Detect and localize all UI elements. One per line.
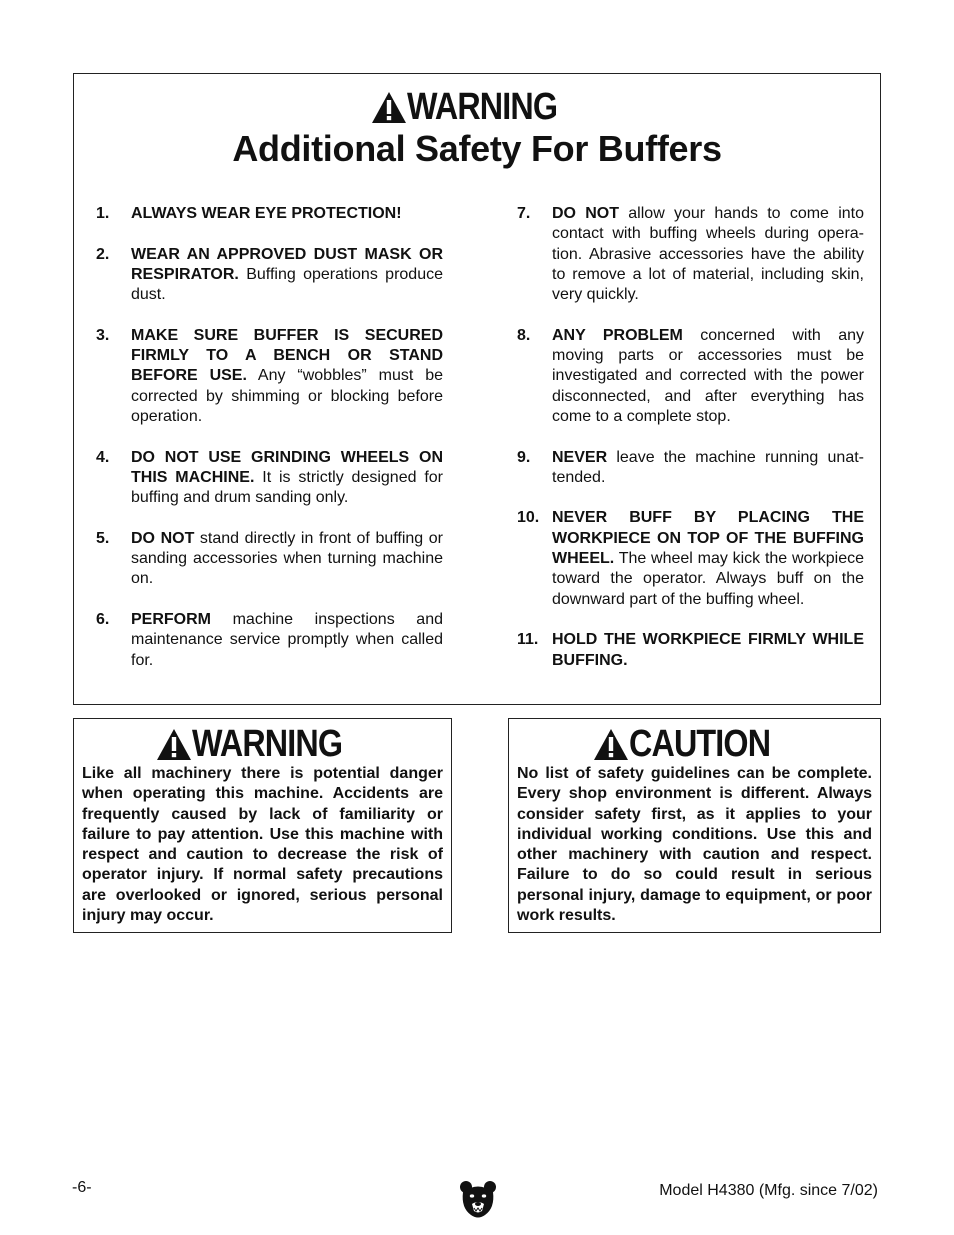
item-number: 5.	[96, 529, 110, 547]
buffer-safety-warning-box	[73, 73, 881, 705]
item-text: leave the machine running unattended.	[552, 448, 864, 486]
hazard-triangle-icon	[156, 728, 192, 761]
caution-body-text: No list of safety guidelines can be complete. Every shop environment is different. Always consider safety first, as it applies to your individual working conditions. Use this and other machinery with caution and respect. Failure to do so could result in serious personal injury, damage to equipment, or poor work results.	[517, 765, 872, 925]
item-number: 10.	[517, 509, 540, 527]
item-bold-text: ALWAYS WEAR EYE PROTECTION!	[131, 205, 402, 222]
item-number: 11.	[517, 631, 539, 649]
item-bold-text: PERFORM	[131, 610, 211, 628]
item-number: 1.	[96, 205, 110, 222]
bear-head-logo-icon	[458, 1178, 498, 1220]
item-number: 9.	[517, 448, 531, 466]
item-number: 3.	[96, 326, 110, 344]
item-number: 7.	[517, 205, 531, 222]
list-item	[517, 448, 864, 489]
item-bold-text: NEVER BUFF BY PLACING THE WORKPIECE ON TOP OF THE BUFFING WHEEL.	[552, 509, 864, 568]
caution-header	[509, 723, 880, 766]
item-number: 4.	[96, 448, 110, 466]
list-item	[517, 630, 864, 671]
list-item	[517, 204, 864, 305]
item-number: 6.	[96, 610, 110, 628]
item-text: concerned with any moving parts or accessories must be investigated and corrected with the power disconnected, and after everything has come to a complete stop.	[552, 326, 864, 425]
general-warning-box	[73, 718, 452, 933]
item-bold-text: HOLD THE WORKPIECE FIRMLY WHILE BUFFING.	[552, 631, 864, 669]
item-bold-text: DO NOT	[552, 205, 620, 222]
list-item	[96, 326, 443, 427]
page-title: Additional Safety For Buffers	[232, 128, 722, 169]
item-bold-text: WEAR AN APPROVED DUST MASK OR RESPIRATOR.	[131, 245, 443, 283]
item-text: It is strictly designed for buffing and drum sanding only.	[131, 468, 444, 507]
item-text: The wheel may kick the workpiece toward the operator. Always buff on the downward part of the buffing wheel.	[552, 550, 864, 608]
list-item	[96, 448, 443, 509]
item-text: machine inspections and maintenance service promptly when called for.	[131, 610, 443, 669]
warning-body-text: Like all machinery there is potential danger when operating this machine. Accidents are frequently caused by lack of familiarity or failure to pay attention. Use this machine with respect and caution to decrease the risk of operator injury. If normal safety precautions are overlooked or ignored, serious personal injury may occur.	[82, 765, 443, 925]
list-item	[96, 529, 443, 590]
model-info: Model H4380 (Mfg. since 7/02)	[659, 1182, 878, 1199]
item-text: Buffing operations produce dust.	[131, 265, 443, 304]
caution-box	[508, 718, 881, 933]
hazard-triangle-icon	[593, 728, 629, 761]
warning-signal-word: WARNING	[192, 723, 343, 765]
item-bold-text: MAKE SURE BUFFER IS SECURED FIRMLY TO A BENCH OR STAND BEFORE USE.	[131, 326, 443, 385]
warning-signal-word: WARNING	[406, 86, 557, 128]
list-item	[96, 245, 443, 306]
safety-list-left-column	[96, 204, 443, 691]
caution-signal-word: CAUTION	[629, 723, 771, 765]
item-text: allow your hands to come into contact with buffing wheels during operation. Abrasive accessories have the ability to remove a lot of material, including skin, very quickly.	[552, 205, 864, 304]
safety-list-right-column	[517, 204, 864, 691]
item-bold-text: DO NOT	[131, 529, 195, 547]
item-text: stand directly in front of buffing or sanding accessories when turning machine on.	[131, 529, 444, 588]
item-bold-text: ANY PROBLEM	[552, 326, 683, 344]
item-text: Any “wobbles” must be corrected by shimming or blocking before operation.	[131, 367, 444, 425]
list-item	[96, 204, 443, 224]
list-item	[96, 610, 443, 671]
warning-header	[74, 723, 451, 766]
item-number: 8.	[517, 326, 531, 344]
warning-header	[74, 86, 880, 129]
page-number: -6-	[72, 1179, 92, 1196]
item-bold-text: DO NOT USE GRINDING WHEELS ON THIS MACHINE.	[131, 448, 443, 486]
hazard-triangle-icon	[371, 91, 407, 124]
list-item	[517, 326, 864, 427]
item-number: 2.	[96, 245, 110, 263]
item-bold-text: NEVER	[552, 448, 608, 466]
list-item	[517, 508, 864, 609]
